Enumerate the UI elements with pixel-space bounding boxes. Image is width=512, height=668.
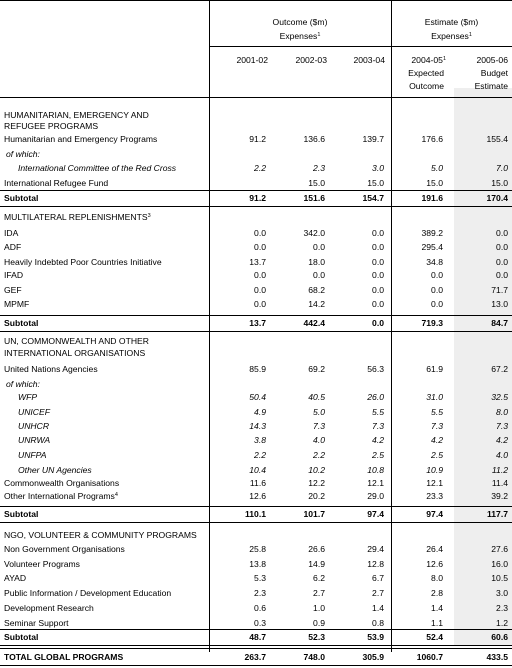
row-label-text: GEF <box>4 285 22 295</box>
table-cell: 110.1 <box>244 509 266 519</box>
row-label-text: Other UN Agencies <box>18 465 92 475</box>
row-label-text: of which: <box>6 379 40 389</box>
outcome-expenses-note: 1 <box>317 32 321 38</box>
table-cell: 305.9 <box>362 652 384 662</box>
table-cell: 40.5 <box>308 392 325 402</box>
table-cell: 176.6 <box>421 134 443 144</box>
row-label-text: Development Research <box>4 603 94 613</box>
table-cell: 56.3 <box>367 364 384 374</box>
row-label-text: IDA <box>4 228 19 238</box>
table-cell: 26.4 <box>426 544 443 554</box>
row-label-text: of which: <box>6 149 40 159</box>
table-cell: 11.2 <box>491 465 508 475</box>
table-cell: 2.7 <box>313 588 325 598</box>
table-cell: 69.2 <box>308 364 325 374</box>
row-label <box>4 491 118 502</box>
table-cell: 2.2 <box>313 450 325 460</box>
row-label-text: UNFPA <box>18 450 47 460</box>
row-label <box>4 559 80 570</box>
row-label-text: Subtotal <box>4 509 39 519</box>
subtotal-rule <box>0 629 512 630</box>
row-label <box>4 618 69 629</box>
total-bottom-rule <box>0 665 512 666</box>
row-label <box>18 435 50 446</box>
table-cell: 67.2 <box>491 364 508 374</box>
table-cell: 14.3 <box>249 421 266 431</box>
outcome-group-rule <box>209 46 391 47</box>
table-cell: 0.0 <box>313 242 325 252</box>
section-heading <box>4 121 98 132</box>
table-cell: 12.1 <box>367 478 384 488</box>
table-cell: 4.9 <box>254 407 266 417</box>
row-label-text: Seminar Support <box>4 618 69 628</box>
year-header-2002-03: 2002-03 <box>295 55 327 65</box>
subtotal-bottom-rule <box>0 206 512 207</box>
table-cell: 433.5 <box>486 652 508 662</box>
row-label-text: Commonwealth Organisations <box>4 478 120 488</box>
table-cell: 29.0 <box>367 491 384 501</box>
table-cell: 7.3 <box>431 421 443 431</box>
footnote-mark: 4 <box>114 492 118 498</box>
year-header-2004-05 <box>396 55 446 66</box>
table-cell: 15.0 <box>308 178 325 188</box>
table-cell: 10.5 <box>491 573 508 583</box>
table-cell: 52.4 <box>426 632 443 642</box>
table-cell: 2.3 <box>254 588 266 598</box>
row-label <box>4 257 162 268</box>
total-label <box>4 652 123 663</box>
table-cell: 2.8 <box>431 588 443 598</box>
table-cell: 0.0 <box>431 270 443 280</box>
row-label <box>6 379 40 390</box>
table-cell: 1.1 <box>431 618 443 628</box>
table-cell: 10.9 <box>426 465 443 475</box>
header-bottom-rule <box>0 97 512 98</box>
row-label-text: TOTAL GLOBAL PROGRAMS <box>4 652 124 662</box>
row-label <box>6 149 40 160</box>
row-label <box>4 603 94 614</box>
table-cell: 3.0 <box>496 588 508 598</box>
table-cell: 23.3 <box>426 491 443 501</box>
row-label <box>18 407 50 418</box>
table-cell: 748.0 <box>303 652 325 662</box>
table-cell: 53.9 <box>367 632 384 642</box>
row-label-text: REFUGEE PROGRAMS <box>4 121 99 131</box>
table-cell: 0.0 <box>254 285 266 295</box>
table-cell: 29.4 <box>367 544 384 554</box>
table-cell: 0.0 <box>496 228 508 238</box>
table-cell: 8.0 <box>496 407 508 417</box>
table-cell: 61.9 <box>426 364 443 374</box>
table-cell: 13.8 <box>249 559 266 569</box>
table-cell: 1060.7 <box>416 652 443 662</box>
table-cell: 442.4 <box>303 318 325 328</box>
table-cell: 1.4 <box>372 603 384 613</box>
row-label-text: HUMANITARIAN, EMERGENCY AND <box>4 110 149 120</box>
row-label <box>4 134 157 145</box>
section-heading <box>4 336 149 347</box>
estimate-sub-label: Estimate <box>474 81 508 91</box>
estimate-expenses-label <box>391 31 512 42</box>
table-cell: 10.4 <box>249 465 266 475</box>
table-cell: 11.4 <box>491 478 508 488</box>
table-cell: 7.0 <box>496 163 508 173</box>
table-cell: 2.5 <box>372 450 384 460</box>
table-cell: 13.7 <box>249 257 266 267</box>
table-cell: 0.6 <box>254 603 266 613</box>
row-label-text: MPMF <box>4 299 30 309</box>
estimate-expenses-text: Expenses <box>431 31 469 41</box>
table-cell: 71.7 <box>491 285 508 295</box>
row-label-text: WFP <box>18 392 38 402</box>
outcome-expenses-text: Expenses <box>279 31 318 41</box>
row-label <box>18 163 176 174</box>
row-label <box>4 228 18 239</box>
table-cell: 0.0 <box>372 257 384 267</box>
year-header-2001-02: 2001-02 <box>236 55 268 65</box>
table-cell: 97.4 <box>367 509 384 519</box>
table-cell: 84.7 <box>491 318 508 328</box>
year-header-2003-04: 2003-04 <box>353 55 385 65</box>
row-label-text: MULTILATERAL REPLENISHMENTS <box>4 212 148 222</box>
table-cell: 20.2 <box>308 491 325 501</box>
table-cell: 295.4 <box>421 242 443 252</box>
row-label-text: UNRWA <box>18 435 51 445</box>
table-cell: 154.7 <box>362 193 384 203</box>
estimate-group-title: Estimate ($m) <box>424 17 479 27</box>
table-cell: 0.0 <box>254 270 266 280</box>
table-cell: 12.6 <box>249 491 266 501</box>
subtotal-rule <box>0 315 512 316</box>
table-cell: 32.5 <box>491 392 508 402</box>
table-cell: 11.6 <box>249 478 266 488</box>
row-label-text: Heavily Indebted Poor Countries Initiative <box>4 257 162 267</box>
subtotal-label <box>4 509 38 520</box>
table-top-rule <box>0 0 512 1</box>
table-cell: 263.7 <box>244 652 266 662</box>
table-cell: 0.0 <box>496 270 508 280</box>
section-heading <box>4 530 197 541</box>
table-cell: 0.0 <box>313 270 325 280</box>
table-cell: 15.0 <box>491 178 508 188</box>
table-cell: 4.2 <box>496 435 508 445</box>
table-cell: 342.0 <box>303 228 325 238</box>
row-label-text: INTERNATIONAL ORGANISATIONS <box>4 348 146 358</box>
row-label-text: IFAD <box>4 270 24 280</box>
outcome-group-title: Outcome ($m) <box>272 17 328 27</box>
outcome-expenses-label <box>209 31 391 42</box>
table-cell: 2.2 <box>254 450 266 460</box>
subtotal-rule <box>0 506 512 507</box>
table-cell: 191.6 <box>421 193 443 203</box>
row-label-text: NGO, VOLUNTEER & COMMUNITY PROGRAMS <box>4 530 197 540</box>
table-cell: 6.2 <box>313 573 325 583</box>
row-label-text: ADF <box>4 242 22 252</box>
table-cell: 0.0 <box>254 228 266 238</box>
table-cell: 0.8 <box>372 618 384 628</box>
expected-label: Expected <box>408 68 444 78</box>
table-cell: 3.8 <box>254 435 266 445</box>
subtotal-label <box>4 318 38 329</box>
table-cell: 0.0 <box>431 299 443 309</box>
section-heading <box>4 348 145 359</box>
table-cell: 5.3 <box>254 573 266 583</box>
row-label-text: United Nations Agencies <box>4 364 98 374</box>
table-cell: 0.0 <box>372 270 384 280</box>
table-cell: 13.7 <box>249 318 266 328</box>
section-heading <box>4 212 151 223</box>
table-cell: 60.6 <box>491 632 508 642</box>
row-label-text: International Refugee Fund <box>4 178 109 188</box>
row-label-text: International Committee of the Red Cross <box>18 163 177 173</box>
footnote-mark: 3 <box>147 213 151 219</box>
label-column-divider <box>209 0 210 652</box>
row-label <box>4 573 26 584</box>
table-cell: 170.4 <box>486 193 508 203</box>
subtotal-bottom-rule <box>0 522 512 523</box>
table-cell: 7.3 <box>372 421 384 431</box>
subtotal-label <box>4 193 38 204</box>
table-cell: 0.0 <box>372 299 384 309</box>
table-cell: 2.7 <box>372 588 384 598</box>
table-cell: 1.4 <box>431 603 443 613</box>
table-cell: 48.7 <box>249 632 266 642</box>
table-cell: 2.5 <box>431 450 443 460</box>
row-label-text: UNHCR <box>18 421 50 431</box>
table-cell: 151.6 <box>303 193 325 203</box>
table-cell: 31.0 <box>426 392 443 402</box>
table-cell: 3.0 <box>372 163 384 173</box>
table-cell: 719.3 <box>421 318 443 328</box>
table-cell: 14.2 <box>308 299 325 309</box>
row-label <box>4 478 119 489</box>
table-cell: 5.5 <box>372 407 384 417</box>
row-label <box>4 242 21 253</box>
row-label <box>18 392 37 403</box>
subtotal-bottom-rule <box>0 331 512 332</box>
table-cell: 0.0 <box>496 242 508 252</box>
row-label <box>4 364 98 375</box>
table-cell: 0.0 <box>254 299 266 309</box>
row-label <box>4 285 22 296</box>
table-cell: 4.2 <box>431 435 443 445</box>
year-header-2004-05-text: 2004-05 <box>411 55 443 65</box>
row-label-text: UN, COMMONWEALTH AND OTHER <box>4 336 149 346</box>
table-cell: 34.8 <box>426 257 443 267</box>
table-cell: 16.0 <box>491 559 508 569</box>
table-cell: 8.0 <box>431 573 443 583</box>
row-label <box>18 465 92 476</box>
table-cell: 7.3 <box>313 421 325 431</box>
table-cell: 1.2 <box>496 618 508 628</box>
table-cell: 18.0 <box>308 257 325 267</box>
table-cell: 15.0 <box>367 178 384 188</box>
table-cell: 0.0 <box>496 257 508 267</box>
row-label-text: Subtotal <box>4 318 39 328</box>
total-top-rule <box>0 648 512 649</box>
table-cell: 5.0 <box>431 163 443 173</box>
table-cell: 12.6 <box>426 559 443 569</box>
subtotal-rule <box>0 190 512 191</box>
table-cell: 0.9 <box>313 618 325 628</box>
table-cell: 139.7 <box>362 134 384 144</box>
estimate-group-rule <box>391 46 512 47</box>
table-cell: 0.0 <box>372 242 384 252</box>
year-header-2004-05-note: 1 <box>442 56 446 62</box>
table-cell: 14.9 <box>308 559 325 569</box>
table-cell: 10.8 <box>367 465 384 475</box>
table-cell: 7.3 <box>496 421 508 431</box>
table-cell: 5.5 <box>431 407 443 417</box>
table-cell: 15.0 <box>426 178 443 188</box>
table-cell: 4.2 <box>372 435 384 445</box>
row-label <box>4 588 171 599</box>
table-cell: 85.9 <box>249 364 266 374</box>
table-cell: 39.2 <box>491 491 508 501</box>
table-cell: 1.0 <box>313 603 325 613</box>
table-cell: 5.0 <box>313 407 325 417</box>
estimate-expenses-note: 1 <box>468 32 472 38</box>
table-cell: 26.0 <box>367 392 384 402</box>
table-cell: 0.0 <box>372 318 384 328</box>
row-label-text: AYAD <box>4 573 27 583</box>
table-cell: 0.0 <box>254 242 266 252</box>
row-label-text: Humanitarian and Emergency Programs <box>4 134 158 144</box>
subtotal-label <box>4 632 38 643</box>
table-cell: 155.4 <box>486 134 508 144</box>
budget-label: Budget <box>480 68 508 78</box>
table-cell: 0.0 <box>372 228 384 238</box>
row-label-text: Non Government Organisations <box>4 544 125 554</box>
table-cell: 12.8 <box>367 559 384 569</box>
table-cell: 117.7 <box>486 509 508 519</box>
table-cell: 12.1 <box>426 478 443 488</box>
table-cell: 2.3 <box>496 603 508 613</box>
table-cell: 4.0 <box>496 450 508 460</box>
year-header-2005-06: 2005-06 <box>476 55 508 65</box>
table-cell: 97.4 <box>426 509 443 519</box>
table-cell: 2.2 <box>254 163 266 173</box>
row-label <box>4 299 29 310</box>
table-cell: 91.2 <box>249 193 266 203</box>
outcome-sub-label: Outcome <box>409 81 444 91</box>
row-label-text: Public Information / Development Education <box>4 588 172 598</box>
row-label <box>18 421 49 432</box>
table-cell: 25.8 <box>249 544 266 554</box>
row-label-text: UNICEF <box>18 407 50 417</box>
table-cell: 4.0 <box>313 435 325 445</box>
table-cell: 52.3 <box>308 632 325 642</box>
table-cell: 389.2 <box>421 228 443 238</box>
row-label <box>4 544 125 555</box>
row-label <box>18 450 47 461</box>
table-cell: 10.2 <box>308 465 325 475</box>
subtotal-bottom-rule <box>0 645 512 646</box>
row-label-text: Subtotal <box>4 632 39 642</box>
row-label <box>4 178 108 189</box>
table-cell: 101.7 <box>303 509 325 519</box>
table-cell: 12.2 <box>308 478 325 488</box>
row-label-text: Other International Programs <box>4 491 115 501</box>
row-label-text: Subtotal <box>4 193 39 203</box>
table-cell: 13.0 <box>491 299 508 309</box>
table-cell: 0.3 <box>254 618 266 628</box>
table-cell: 136.6 <box>303 134 325 144</box>
table-cell: 27.6 <box>491 544 508 554</box>
table-cell: 0.0 <box>372 285 384 295</box>
table-cell: 50.4 <box>249 392 266 402</box>
table-cell: 2.3 <box>313 163 325 173</box>
table-cell: 68.2 <box>308 285 325 295</box>
row-label-text: Volunteer Programs <box>4 559 80 569</box>
row-label <box>4 270 23 281</box>
table-cell: 6.7 <box>372 573 384 583</box>
table-cell: 91.2 <box>249 134 266 144</box>
table-cell: 26.6 <box>308 544 325 554</box>
table-cell: 0.0 <box>431 285 443 295</box>
section-heading <box>4 110 149 121</box>
